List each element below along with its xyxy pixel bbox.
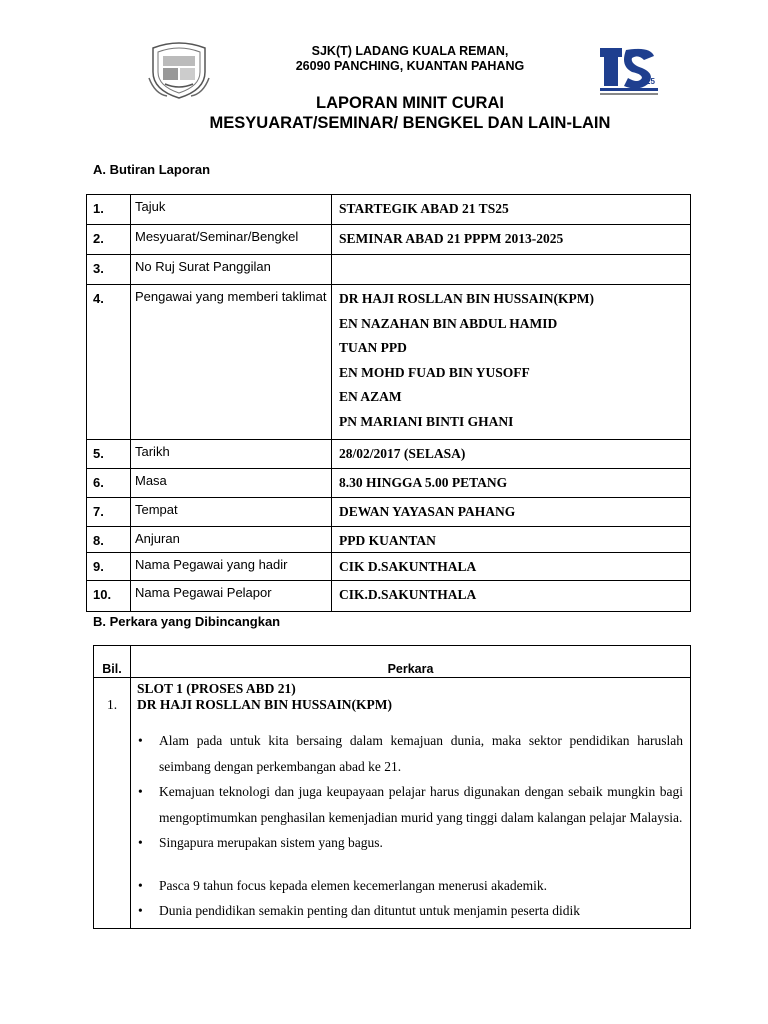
row-value: 28/02/2017 (SELASA) <box>332 439 691 468</box>
row-value: CIK D.SAKUNTHALA <box>332 552 691 580</box>
row-number: 9. <box>87 552 131 580</box>
row-label: No Ruj Surat Panggilan <box>131 255 332 285</box>
list-item: • Alam pada untuk kita bersaing dalam kemajuan dunia, maka sektor pendidikan haruslah seimbang dengan perkembangan abad ke 21. <box>159 728 683 779</box>
row-label: Tarikh <box>131 439 332 468</box>
table-row <box>87 552 691 580</box>
row-label: Pengawai yang memberi taklimat <box>131 285 332 440</box>
table-row <box>87 468 691 497</box>
table-header-row <box>94 646 691 678</box>
discussion-points <box>137 728 683 928</box>
school-name: SJK(T) LADANG KUALA REMAN, <box>311 44 509 58</box>
row-value: PPD KUANTAN <box>332 526 691 552</box>
report-details-table <box>86 194 691 612</box>
row-bil: 1. <box>94 678 131 929</box>
school-address: 26090 PANCHING, KUANTAN PAHANG <box>295 59 525 73</box>
row-number: 1. <box>87 195 131 225</box>
officer-name: EN AZAM <box>339 389 402 405</box>
officer-name: EN NAZAHAN BIN ABDUL HAMID <box>339 315 558 331</box>
row-label: Masa <box>131 468 332 497</box>
discussion-content <box>131 678 691 929</box>
table-row <box>87 497 691 526</box>
row-value <box>332 255 691 285</box>
officer-name: TUAN PPD <box>339 340 407 356</box>
section-a-heading: A. Butiran Laporan <box>93 162 211 177</box>
row-number: 8. <box>87 526 131 552</box>
list-item: • Pasca 9 tahun focus kepada elemen kecemerlangan menerusi akademik. <box>159 873 683 899</box>
table-row <box>94 678 691 929</box>
slot-title: SLOT 1 (PROSES ABD 21) <box>137 681 296 696</box>
row-label: Tempat <box>131 497 332 526</box>
section-b-heading: B. Perkara yang Dibincangkan <box>93 614 281 629</box>
officer-name: PN MARIANI BINTI GHANI <box>339 413 514 429</box>
row-number: 3. <box>87 255 131 285</box>
table-row <box>87 439 691 468</box>
table-row <box>87 580 691 611</box>
row-value: STARTEGIK ABAD 21 TS25 <box>332 195 691 225</box>
list-item: • Singapura merupakan sistem yang bagus. <box>159 830 683 856</box>
table-row <box>87 255 691 285</box>
list-item: • Kemajuan teknologi dan juga keupayaan pelajar harus digunakan dengan sebaik mungkin bagi mengoptimumkan penghasilan kemenjadian murid yang tinggi dalam kalangan pelajar Malaysia. <box>159 779 683 830</box>
row-value: 8.30 HINGGA 5.00 PETANG <box>332 468 691 497</box>
table-row <box>87 195 691 225</box>
officer-name: EN MOHD FUAD BIN YUSOFF <box>339 364 530 380</box>
table-row <box>87 225 691 255</box>
row-number: 2. <box>87 225 131 255</box>
row-value: DEWAN YAYASAN PAHANG <box>332 497 691 526</box>
bil-column-header: Bil. <box>94 646 131 678</box>
row-label: Nama Pegawai yang hadir <box>131 552 332 580</box>
table-row <box>87 526 691 552</box>
list-item <box>159 898 683 928</box>
row-label: Anjuran <box>131 526 332 552</box>
ts25-logo-number: 25 <box>646 77 655 86</box>
row-value: CIK.D.SAKUNTHALA <box>332 580 691 611</box>
row-number: 5. <box>87 439 131 468</box>
perkara-column-header: Perkara <box>131 646 691 678</box>
report-subtitle: MESYUARAT/SEMINAR/ BENGKEL DAN LAIN-LAIN <box>209 114 611 132</box>
ts25-logo <box>600 44 658 100</box>
report-title: LAPORAN MINIT CURAI <box>316 94 504 112</box>
row-value: SEMINAR ABAD 21 PPPM 2013-2025 <box>332 225 691 255</box>
slot-speaker: DR HAJI ROSLLAN BIN HUSSAIN(KPM) <box>137 697 393 712</box>
row-value-list <box>332 285 691 440</box>
discussion-table <box>93 645 691 929</box>
officer-name: DR HAJI ROSLLAN BIN HUSSAIN(KPM) <box>339 291 595 306</box>
row-label: Nama Pegawai Pelapor <box>131 580 332 611</box>
table-row <box>87 285 691 440</box>
row-number: 10. <box>87 580 131 611</box>
row-label: Mesyuarat/Seminar/Bengkel <box>131 225 332 255</box>
list-item-text: • Dunia pendidikan semakin penting dan dituntut untuk menjamin peserta didik <box>159 903 581 918</box>
row-number: 7. <box>87 497 131 526</box>
row-number: 6. <box>87 468 131 497</box>
row-label: Tajuk <box>131 195 332 225</box>
row-number: 4. <box>87 285 131 440</box>
